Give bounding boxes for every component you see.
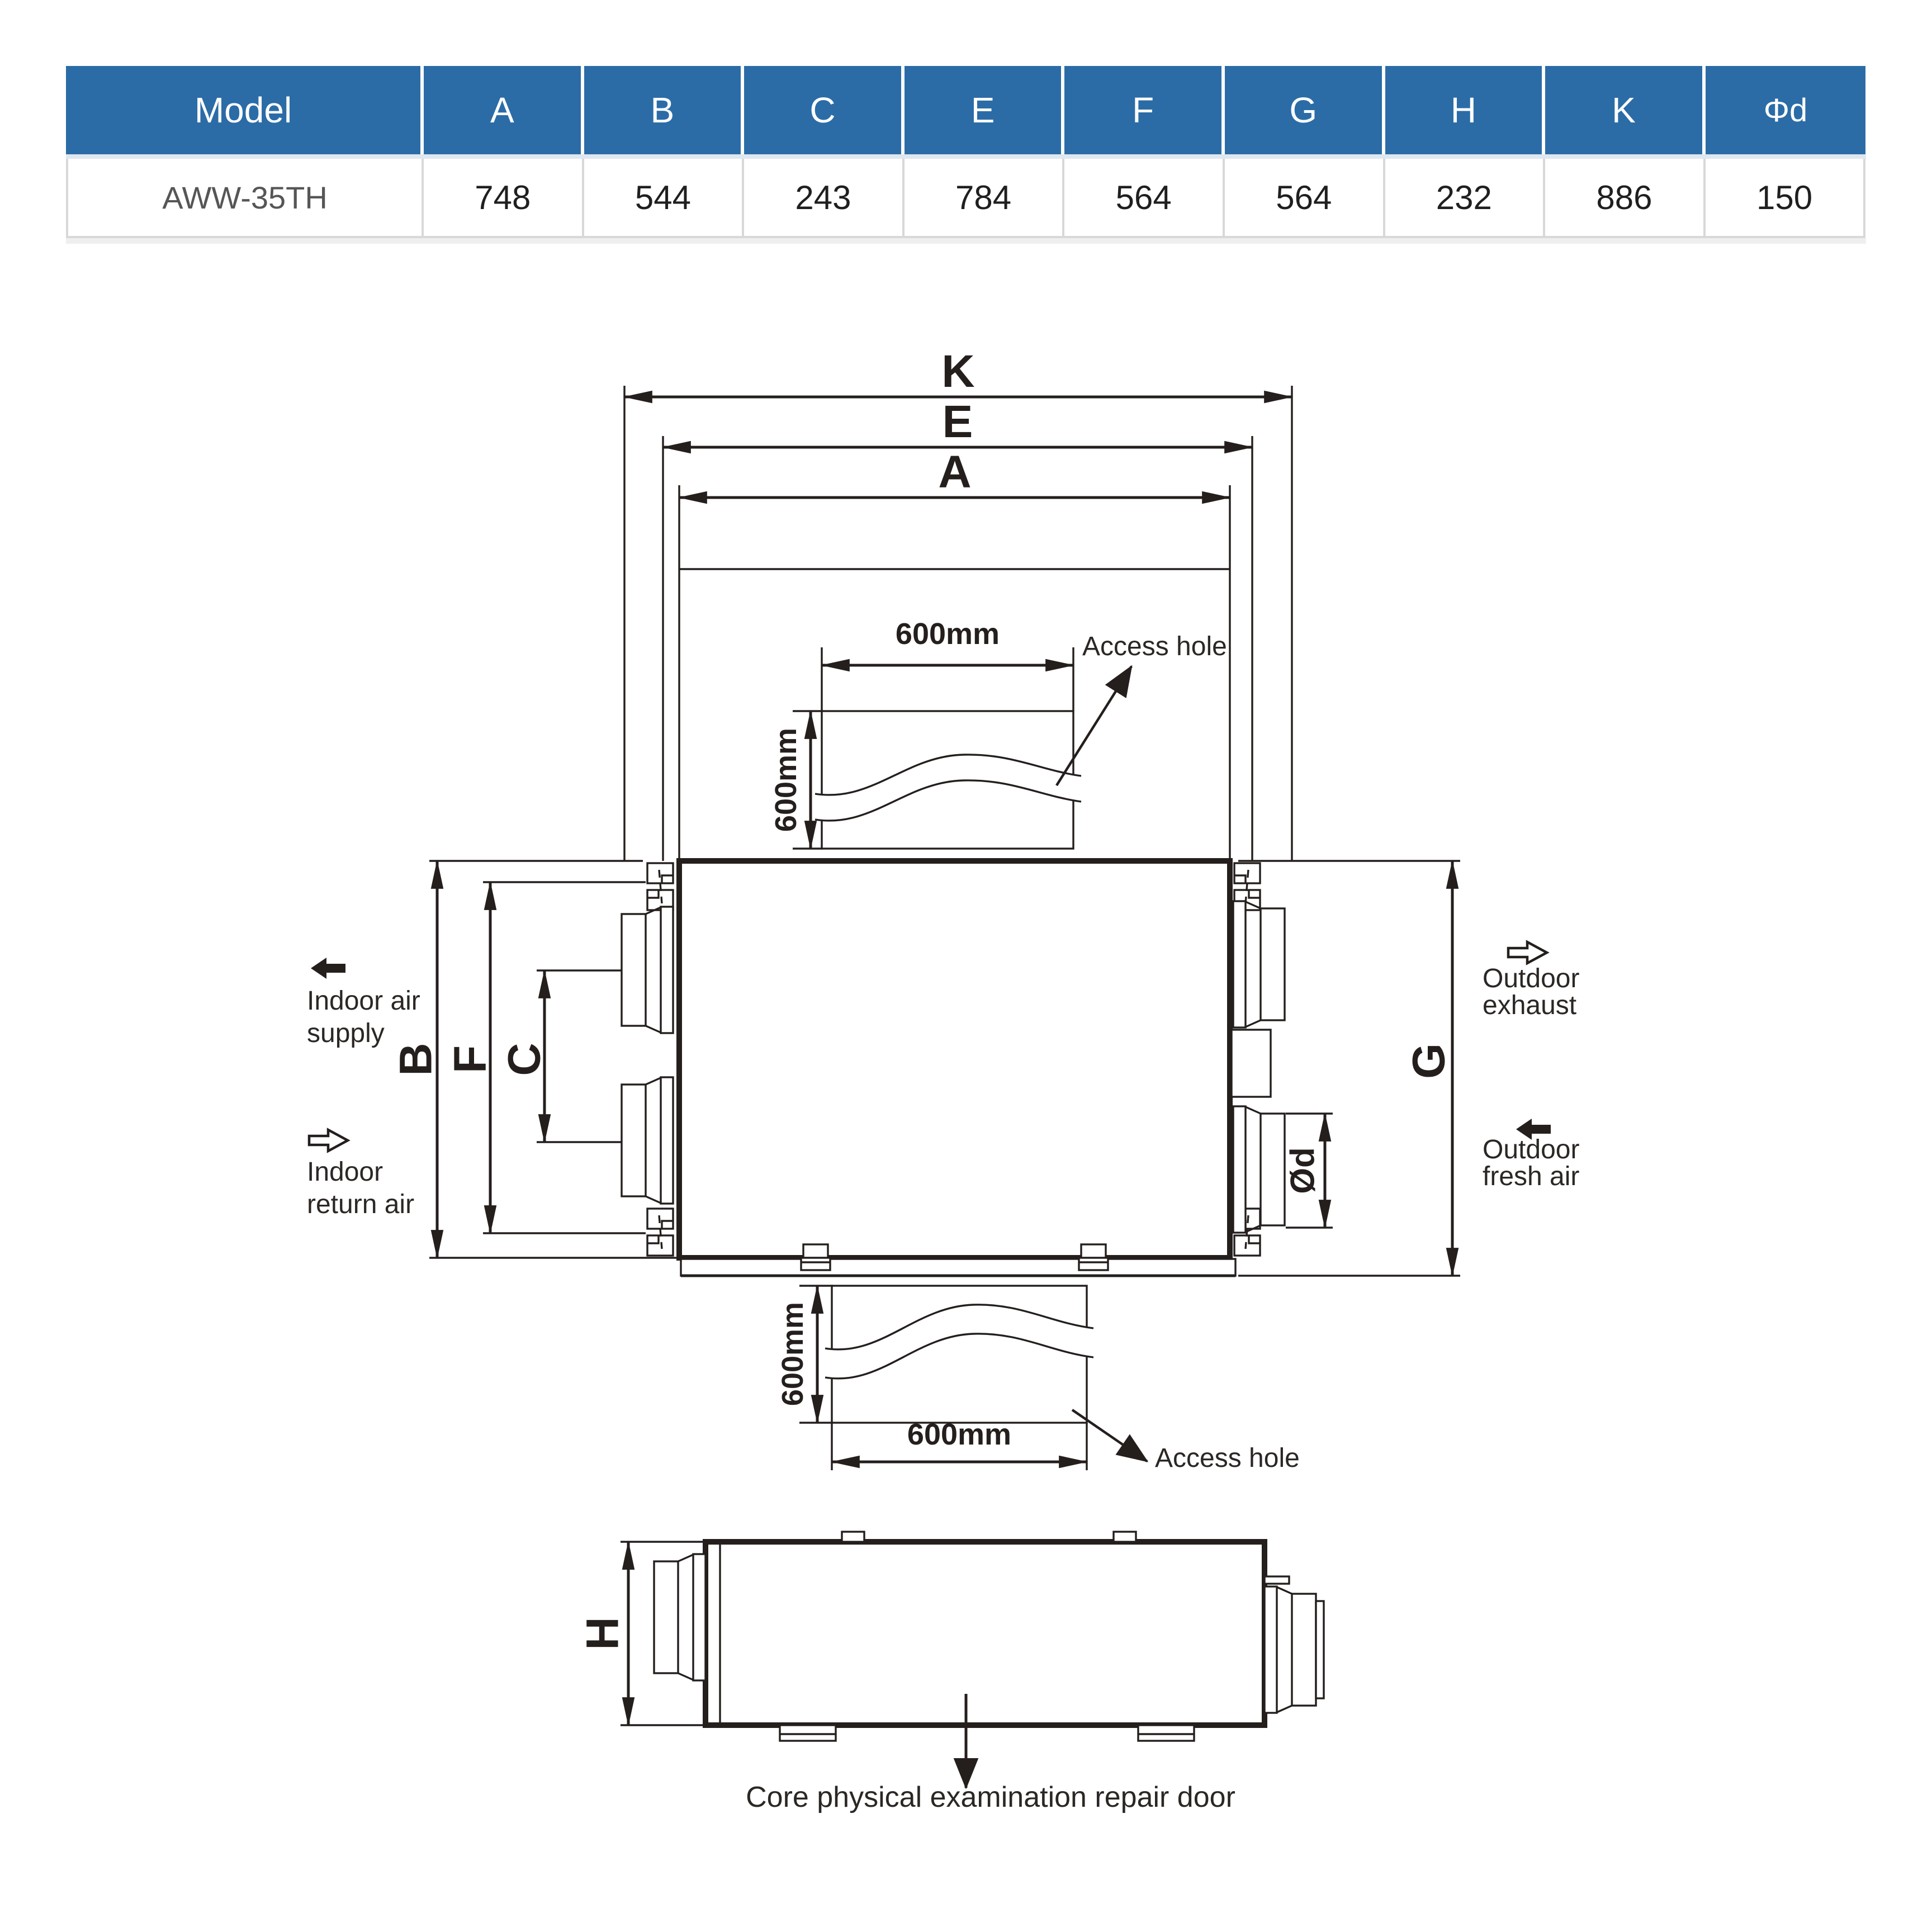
header-cell-h: H: [1385, 66, 1546, 154]
access-hole-bottom: [776, 1286, 1300, 1473]
dimension-h: [577, 1542, 706, 1725]
cell-phi-d: 150: [1706, 159, 1866, 238]
unit-body-outline: [679, 861, 1230, 1258]
dim-label-a: A: [938, 447, 972, 498]
outdoor-exhaust-label: [1483, 942, 1579, 1020]
dimension-k: [624, 346, 1292, 397]
access-hole-bottom-width: 600mm: [907, 1418, 1012, 1451]
unit-bottom-strip: [681, 1259, 1235, 1276]
indoor-supply-duct: [622, 907, 673, 1033]
svg-text:Indoor air: Indoor air: [307, 986, 420, 1016]
arrow-left-solid-icon: [311, 958, 345, 979]
dimension-c: [499, 970, 622, 1142]
cell-model: AWW-35TH: [66, 159, 424, 238]
side-view: [577, 1532, 1324, 1813]
outdoor-fresh-air-label: [1483, 1119, 1579, 1191]
header-cell-f: F: [1064, 66, 1225, 154]
svg-text:supply: supply: [307, 1019, 385, 1048]
dimension-a: [679, 447, 1230, 498]
access-hole-top-height: 600mm: [769, 727, 803, 832]
cell-a: 748: [424, 159, 584, 238]
repair-door-caption: Core physical examination repair door: [746, 1781, 1235, 1813]
mount-clip-bottom-left: [647, 1209, 673, 1256]
side-body-outline: [705, 1542, 1265, 1725]
dim-label-g: G: [1403, 1043, 1455, 1079]
header-cell-a: A: [424, 66, 584, 154]
bottom-edge-clip-right: [1079, 1244, 1108, 1270]
dim-label-c: C: [499, 1043, 550, 1076]
access-hole-bottom-height: 600mm: [776, 1301, 809, 1407]
top-view: [307, 346, 1579, 1473]
svg-text:fresh air: fresh air: [1483, 1162, 1580, 1191]
header-cell-g: G: [1225, 66, 1385, 154]
access-hole-top-width: 600mm: [895, 617, 1000, 651]
dim-label-k: K: [941, 346, 975, 397]
outdoor-exhaust-duct: [1233, 901, 1285, 1027]
header-cell-c: C: [744, 66, 905, 154]
foot-right: [1138, 1725, 1194, 1741]
cell-k: 886: [1545, 159, 1706, 238]
cell-f: 564: [1064, 159, 1225, 238]
indoor-return-duct: [622, 1077, 673, 1204]
dimension-od: [1284, 1114, 1333, 1228]
dim-label-od: Ød: [1284, 1147, 1322, 1194]
arrow-right-outline-icon: [309, 1130, 348, 1151]
svg-text:Indoor: Indoor: [307, 1157, 383, 1187]
top-tab-left: [842, 1532, 864, 1542]
dim-label-b: B: [390, 1043, 442, 1076]
cell-e: 784: [905, 159, 1065, 238]
arrow-right-outline-icon: [1508, 942, 1547, 963]
svg-text:Outdoor: Outdoor: [1483, 1135, 1580, 1164]
header-cell-k: K: [1545, 66, 1706, 154]
access-hole-top-label: Access hole: [1082, 632, 1227, 661]
access-hole-top: [769, 617, 1227, 849]
side-left-duct: [654, 1554, 705, 1680]
dim-label-e: E: [942, 396, 973, 447]
indoor-return-air-label: [307, 1130, 414, 1219]
bottom-edge-clip-left: [801, 1244, 830, 1270]
mount-clip-top-left: [647, 863, 673, 910]
top-tab-right: [1114, 1532, 1136, 1542]
header-cell-e: E: [905, 66, 1065, 154]
right-side-junction-box: [1232, 1030, 1271, 1097]
indoor-air-supply-label: [307, 958, 420, 1048]
svg-text:return air: return air: [307, 1190, 415, 1219]
header-cell-b: B: [584, 66, 745, 154]
dim-label-f: F: [444, 1045, 496, 1074]
foot-left: [780, 1725, 836, 1741]
access-hole-bottom-label: Access hole: [1155, 1443, 1300, 1473]
header-cell-phi-d: Φd: [1706, 66, 1866, 154]
cell-g: 564: [1225, 159, 1385, 238]
cell-b: 544: [584, 159, 745, 238]
cell-h: 232: [1385, 159, 1546, 238]
svg-text:exhaust: exhaust: [1483, 991, 1577, 1020]
header-cell-model: Model: [66, 66, 424, 154]
dim-label-h: H: [577, 1617, 628, 1650]
dimension-e: [663, 396, 1252, 447]
cell-c: 243: [744, 159, 905, 238]
side-right-duct: [1265, 1576, 1324, 1713]
svg-text:Outdoor: Outdoor: [1483, 964, 1580, 993]
